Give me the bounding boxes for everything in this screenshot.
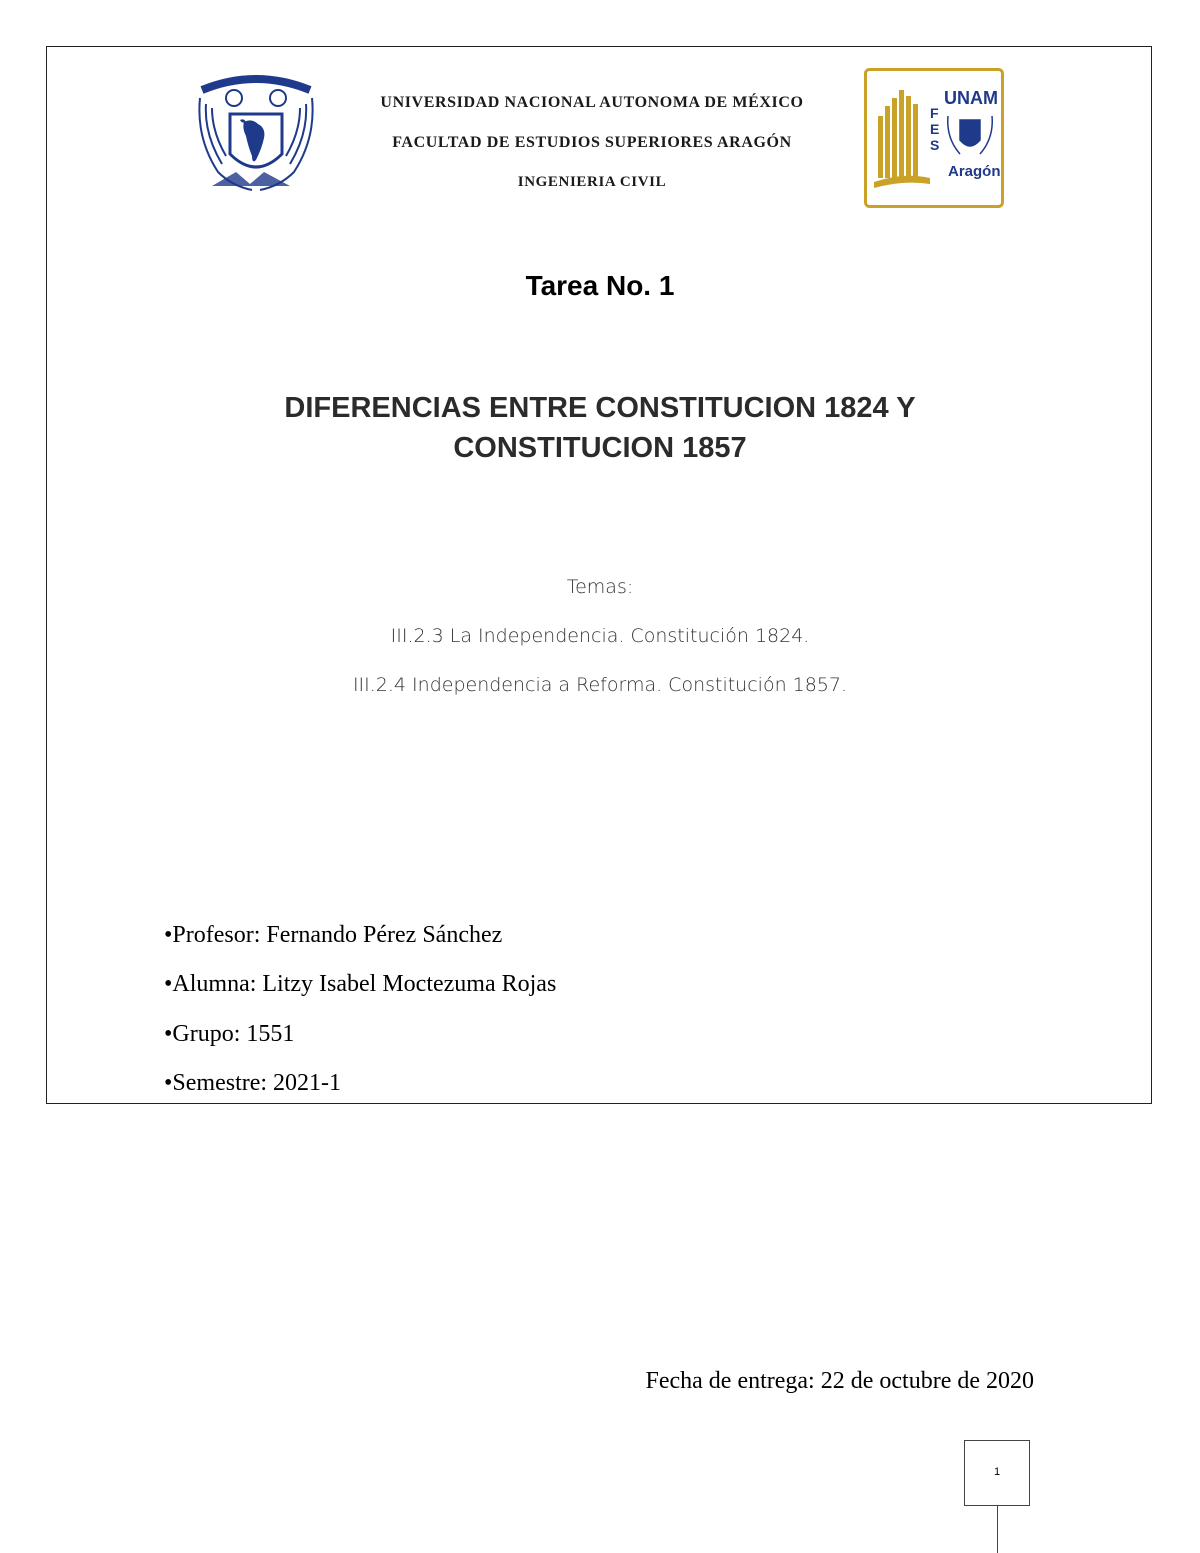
topics-label: Temas:	[566, 576, 634, 598]
fes-aragon-logo	[864, 68, 1004, 208]
svg-text:Aragón: Aragón	[948, 163, 1001, 180]
topic-item: III.2.3 La Independencia. Constitución 1824.	[390, 625, 810, 647]
document-title	[200, 388, 1000, 468]
delivery-date: Fecha de entrega: 22 de octubre de 2020	[645, 1368, 1034, 1394]
topic-item: III.2.4 Independencia a Reforma. Constitución 1857.	[352, 674, 848, 696]
group-line: •Grupo: 1551	[164, 1021, 295, 1047]
assignment-number: Tarea No. 1	[525, 270, 675, 301]
university-name: UNIVERSIDAD NACIONAL AUTONOMA DE MÉXICO	[380, 94, 804, 111]
page-number: 1	[993, 1466, 1001, 1478]
semester-line: •Semestre: 2021-1	[164, 1070, 342, 1096]
title-line-1: DIFERENCIAS ENTRE CONSTITUCION 1824 Y	[284, 392, 916, 424]
svg-text:UNAM: UNAM	[944, 88, 998, 108]
student-line: •Alumna: Litzy Isabel Moctezuma Rojas	[164, 971, 557, 997]
unam-escudo-logo	[192, 68, 320, 196]
faculty-name: FACULTAD DE ESTUDIOS SUPERIORES ARAGÓN	[392, 134, 792, 151]
career-name: INGENIERIA CIVIL	[517, 174, 667, 190]
page-number-box	[964, 1440, 1030, 1506]
svg-text:S: S	[930, 137, 940, 153]
title-line-2: CONSTITUCION 1857	[453, 432, 747, 464]
professor-line: •Profesor: Fernando Pérez Sánchez	[164, 922, 503, 948]
page-number-connector	[997, 1506, 998, 1553]
svg-text:F: F	[930, 105, 939, 121]
svg-text:E: E	[930, 121, 940, 137]
